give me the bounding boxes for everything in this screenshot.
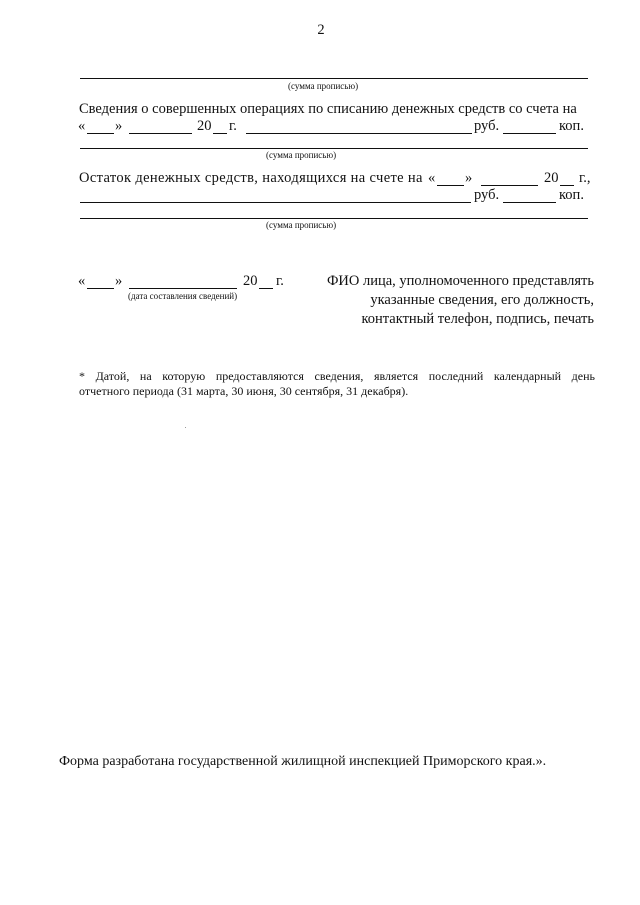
balance-quote-open: « [428,170,436,186]
sum-in-words-caption: (сумма прописью) [288,81,359,91]
writeoff-rub: руб. [474,118,500,134]
footnote-line-2: отчетного периода (31 марта, 30 июня, 30 сентября, 31 декабря). [79,384,409,398]
balance-sum-in-words-caption: (сумма прописью) [266,220,337,230]
balance-sum-in-words-line [80,218,588,219]
signature-year-prefix: 20 [243,273,258,289]
writeoff-month-field [129,133,192,134]
balance-year-prefix: 20 [544,170,559,186]
signatory-line-3: контактный телефон, подпись, печать [361,311,594,327]
signatory-line-2: указанные сведения, его должность, [370,292,594,308]
sum-in-words-line [80,78,588,79]
signatory-line-1: ФИО лица, уполномоченного представлять [326,273,594,289]
writeoff-heading: Сведения о совершенных операциях по списанию денежных средств со счета на [79,101,577,117]
scan-speck [185,427,186,428]
page-number: 2 [317,22,325,38]
balance-kop: коп. [559,187,584,203]
footnote-line-1: * Датой, на которую предоставляются сведения, является последний календарный день [79,369,595,383]
signature-year-suffix: г. [276,273,284,289]
balance-month-field [481,185,538,186]
balance-kop-field [503,202,556,203]
signature-year-field [259,288,273,289]
writeoff-year-suffix: г. [229,118,237,134]
balance-year-suffix: г., [579,170,591,186]
writeoff-quote-close: » [115,118,123,134]
balance-amount-field [80,202,471,203]
signature-date-caption: (дата составления сведений) [128,291,238,301]
balance-quote-close: » [465,170,473,186]
balance-day-field [437,185,464,186]
writeoff-sum-in-words-line [80,148,588,149]
writeoff-kop: коп. [559,118,584,134]
writeoff-kop-field [503,133,556,134]
balance-rub: руб. [474,187,500,203]
balance-year-field [560,185,574,186]
signature-quote-close: » [115,273,123,289]
writeoff-year-field [213,133,227,134]
signature-month-field [129,288,237,289]
writeoff-year-prefix: 20 [197,118,212,134]
closing-text: Форма разработана государственной жилищной инспекцией Приморского края.». [59,754,547,769]
balance-heading: Остаток денежных средств, находящихся на счете на [79,170,423,186]
writeoff-amount-field [246,133,472,134]
writeoff-quote-open: « [78,118,86,134]
signature-day-field [87,288,114,289]
writeoff-day-field [87,133,114,134]
writeoff-sum-in-words-caption: (сумма прописью) [266,150,337,160]
signature-quote-open: « [78,273,86,289]
